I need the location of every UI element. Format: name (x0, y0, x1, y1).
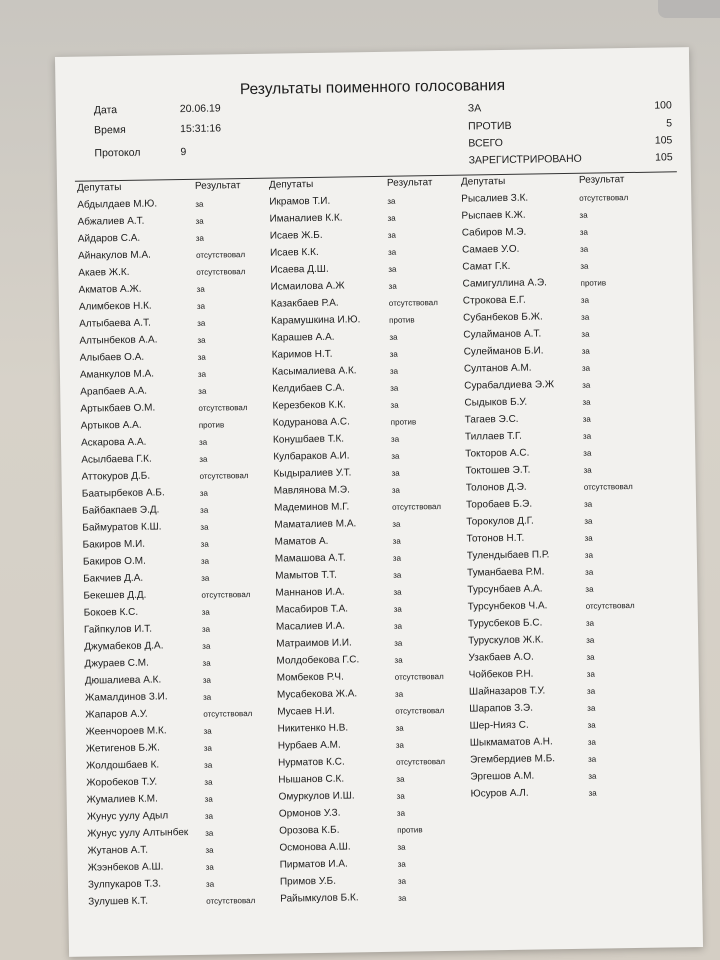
vote-result: за (202, 692, 212, 702)
for-label: ЗА (467, 102, 482, 115)
vote-result: за (200, 505, 209, 515)
vote-result: за (204, 811, 214, 821)
vote-result: за (388, 281, 397, 291)
vote-result: за (585, 567, 594, 577)
vote-result: за (581, 312, 590, 322)
deputy-name: Эгембердиев М.Б. (469, 753, 556, 766)
vote-result: за (390, 434, 400, 444)
vote-result: за (579, 244, 589, 254)
vote-result: за (195, 216, 204, 226)
deputy-name: Абдылдаев М.Ю. (77, 198, 158, 211)
vote-result: отсутствовал (585, 600, 635, 611)
deputy-name: Маматов А. (274, 535, 329, 548)
vote-result: за (393, 604, 402, 614)
vote-result: за (202, 641, 211, 651)
deputy-name: Кыдыралиев У.Т. (273, 467, 352, 480)
date-value: 20.06.19 (179, 102, 221, 116)
vote-result: против (198, 420, 225, 430)
vote-result: за (585, 618, 595, 628)
deputy-name: Нурматов К.С. (278, 756, 345, 769)
deputy-name: Иманалиев К.К. (269, 212, 343, 225)
deputy-name: Баймуратов К.Ш. (82, 521, 162, 534)
results-column-3 (460, 174, 635, 806)
deputy-name: Туманбаева Р.М. (467, 566, 545, 579)
vote-result: за (387, 213, 396, 223)
deputy-name: Акаев Ж.К. (78, 266, 130, 279)
deputy-name: Турусбеков Б.С. (467, 617, 543, 630)
vote-result: отсутствовал (579, 193, 629, 203)
against-label: ПРОТИВ (468, 119, 512, 133)
vote-result: за (391, 468, 400, 478)
deputy-name: Мадеминов М.Г. (273, 501, 350, 514)
vote-result: за (202, 675, 211, 685)
page-title: Результаты поименного голосования (239, 76, 506, 99)
registered-label: ЗАРЕГИСТРИРОВАНО (468, 152, 582, 167)
vote-result: за (205, 879, 215, 889)
vote-result: за (588, 788, 597, 798)
deputy-name: Бакиров О.М. (82, 555, 146, 568)
deputy-name: Сулейманов Б.И. (463, 345, 544, 358)
vote-result: за (393, 621, 403, 631)
vote-result: за (583, 465, 592, 475)
deputy-name: Мамашова А.Т. (274, 552, 346, 565)
vote-result: за (584, 516, 593, 526)
deputy-name: Бакчиев Д.А. (83, 572, 144, 585)
vote-result: за (587, 703, 596, 713)
result-header: Результат (194, 180, 241, 192)
deputy-name: Пирматов И.А. (279, 858, 348, 871)
deputies-header: Депутаты (460, 175, 506, 188)
vote-result: за (586, 635, 595, 645)
deputy-name: Керезбеков К.К. (272, 399, 346, 412)
vote-result: за (582, 414, 591, 424)
vote-result: за (204, 777, 213, 787)
vote-result: за (388, 264, 397, 274)
vote-result: за (203, 743, 213, 753)
registered-value: 105 (654, 151, 673, 164)
deputy-name: Жолдошбаев К. (86, 759, 160, 772)
deputy-name: Мусабекова Ж.А. (276, 688, 358, 701)
deputy-name: Токторов А.С. (465, 447, 530, 460)
deputy-name: Акматов А.Ж. (78, 283, 142, 296)
vote-result: за (584, 533, 593, 543)
deputy-name: Исмаилова А.Ж (270, 280, 345, 293)
vote-result: за (388, 247, 397, 257)
vote-result: за (582, 431, 592, 441)
vote-result: против (397, 825, 423, 835)
vote-result: за (586, 686, 596, 696)
deputy-name: Икрамов Т.И. (269, 195, 331, 208)
vote-result: за (200, 522, 209, 532)
vote-result: за (394, 655, 403, 665)
vote-result: за (392, 536, 401, 546)
deputy-name: Орозова К.Б. (279, 824, 340, 837)
deputy-name: Исаев Ж.Б. (269, 229, 323, 242)
time-value: 15:31:16 (180, 122, 222, 136)
voting-results-sheet (55, 47, 703, 957)
vote-result: отсутствовал (199, 471, 249, 481)
vote-result: за (197, 335, 206, 345)
deputy-name: Шарапов З.Э. (469, 702, 534, 715)
deputy-name: Самаев У.О. (461, 243, 520, 256)
vote-result: отсутствовал (583, 482, 633, 492)
deputy-name: Зулушев К.Т. (88, 895, 149, 908)
vote-result: за (393, 587, 402, 597)
deputy-name: Тиллаев Т.Г. (464, 430, 522, 443)
deputy-name: Нурбаев А.М. (277, 739, 341, 752)
vote-result: за (196, 284, 205, 294)
deputy-name: Жамалдинов З.И. (84, 691, 168, 704)
deputy-name: Артыков А.А. (80, 419, 142, 432)
deputy-name: Айнакулов М.А. (78, 249, 151, 262)
against-value: 5 (666, 117, 673, 130)
deputy-name: Байбакпаев Э.Д. (82, 504, 160, 517)
vote-result: за (202, 658, 211, 668)
vote-result: отсутствовал (206, 895, 256, 906)
vote-result: отсутствовал (392, 502, 442, 512)
deputy-name: Узакбаев А.О. (468, 651, 534, 664)
vote-result: за (195, 199, 204, 209)
deputy-name: Бокоев К.С. (83, 606, 139, 619)
vote-result: за (397, 859, 406, 869)
vote-result: за (197, 369, 207, 379)
deputy-name: Рысалиев З.К. (461, 192, 529, 205)
deputy-name: Маннанов И.А. (275, 586, 345, 599)
vote-result: за (580, 295, 590, 305)
vote-result: отсутствовал (196, 250, 246, 260)
vote-result: отсутствовал (388, 298, 438, 308)
protocol-value: 9 (180, 145, 187, 159)
deputy-name: Матраимов И.И. (276, 637, 352, 650)
deputy-name: Алыбаев О.А. (79, 351, 145, 364)
vote-result: за (586, 652, 595, 662)
deputy-name: Масабиров Т.А. (275, 603, 349, 616)
vote-result: за (198, 437, 208, 447)
desk-object (658, 0, 720, 18)
deputy-name: Чойбеков Р.Н. (468, 668, 534, 681)
deputy-name: Карашев А.А. (271, 331, 335, 344)
vote-result: за (195, 233, 205, 243)
vote-result: за (391, 451, 400, 461)
vote-result: за (205, 828, 214, 838)
deputy-name: Кодуранова А.С. (272, 416, 350, 429)
vote-result: за (390, 400, 399, 410)
vote-result: за (582, 380, 591, 390)
vote-result: за (201, 624, 211, 634)
deputy-name: Казакбаев Р.А. (270, 297, 339, 310)
vote-result: за (583, 448, 592, 458)
vote-result: отсутствовал (395, 706, 445, 716)
vote-result: за (587, 737, 596, 747)
vote-result: за (204, 760, 213, 770)
deputy-name: Омуркулов И.Ш. (278, 790, 355, 803)
deputy-name: Осмонова А.Ш. (279, 841, 351, 854)
vote-result: за (203, 726, 212, 736)
deputy-name: Карамушкина И.Ю. (271, 314, 361, 327)
vote-result: за (201, 607, 210, 617)
deputy-name: Райымкулов Б.К. (280, 892, 359, 905)
vote-result: за (389, 332, 398, 342)
deputy-name: Мавлянова М.Э. (273, 484, 350, 497)
deputy-name: Турускулов Ж.К. (468, 634, 544, 647)
vote-result: против (580, 278, 607, 288)
vote-result: за (397, 842, 406, 852)
vote-result: за (580, 261, 589, 271)
deputy-name: Сурабалдиева Э.Ж (464, 379, 555, 392)
deputy-name: Конушбаев Т.К. (272, 433, 345, 446)
deputy-name: Бекешев Д.Д. (83, 589, 147, 602)
deputy-name: Жунус уулу Адыл (86, 810, 169, 823)
date-label: Дата (93, 104, 118, 117)
deputy-name: Шайназаров Т.У. (468, 685, 546, 698)
total-value: 105 (654, 134, 673, 147)
vote-result: отсутствовал (201, 590, 251, 600)
deputies-header: Депутаты (76, 182, 122, 194)
deputy-name: Жеенчороев М.К. (85, 725, 167, 738)
deputy-name: Алтыбаева А.Т. (79, 317, 151, 330)
vote-result: за (393, 570, 402, 580)
deputy-name: Юсуров А.Л. (470, 787, 529, 800)
deputy-name: Самат Г.К. (462, 260, 511, 273)
deputy-name: Аттокуров Д.Б. (81, 470, 151, 483)
vote-result: за (387, 230, 397, 240)
vote-result: за (581, 329, 590, 339)
deputy-name: Мамытов Т.Т. (275, 569, 337, 582)
results-column-1 (76, 180, 256, 914)
vote-result: за (198, 386, 207, 396)
deputy-name: Турсунбеков Ч.А. (467, 600, 548, 613)
vote-result: за (200, 539, 209, 549)
vote-result: за (387, 196, 396, 206)
vote-result: за (204, 794, 213, 804)
deputy-name: Султанов А.М. (463, 362, 532, 375)
deputy-name: Джураев С.М. (84, 657, 149, 670)
deputy-name: Молдобекова Г.С. (276, 654, 360, 667)
deputy-name: Артыкбаев О.М. (80, 402, 156, 415)
deputy-name: Тулендыбаев П.Р. (466, 549, 550, 562)
deputy-name: Строкова Е.Г. (462, 294, 526, 307)
deputy-name: Мусаев Н.И. (277, 705, 335, 718)
vote-result: за (392, 519, 401, 529)
vote-result: за (389, 366, 399, 376)
vote-result: за (396, 774, 405, 784)
deputy-name: Толонов Д.Э. (465, 481, 527, 494)
vote-result: за (395, 740, 405, 750)
deputy-name: Келдибаев С.А. (272, 382, 345, 395)
deputy-name: Каримов Н.Т. (271, 348, 333, 361)
deputy-name: Ормонов У.З. (278, 807, 341, 820)
vote-result: за (581, 363, 591, 373)
deputy-name: Айдаров С.А. (77, 232, 141, 245)
vote-result: за (583, 499, 593, 509)
deputy-name: Момбеков Р.Ч. (276, 671, 344, 684)
deputy-name: Тагаев Э.С. (464, 413, 519, 426)
deputy-name: Арапбаев А.А. (80, 385, 148, 398)
vote-result: за (584, 550, 594, 560)
deputy-name: Примов У.Б. (279, 875, 337, 888)
deputy-name: Бакиров М.И. (82, 538, 146, 551)
results-column-2 (268, 177, 446, 911)
vote-result: за (392, 553, 402, 563)
vote-result: против (389, 315, 415, 325)
deputy-name: Шер-Нияз С. (469, 719, 529, 732)
vote-result: за (390, 383, 399, 393)
deputy-name: Жунус уулу Алтынбек (87, 827, 189, 840)
vote-result: за (579, 227, 588, 237)
deputy-name: Джумабеков Д.А. (84, 640, 164, 653)
vote-result: отсутствовал (198, 403, 248, 413)
deputy-name: Жетигенов Б.Ж. (85, 742, 160, 755)
vote-result: отсутствовал (203, 709, 253, 719)
vote-result: за (586, 669, 595, 679)
vote-result: отсутствовал (396, 756, 446, 767)
deputy-name: Жээнбеков А.Ш. (87, 861, 164, 874)
deputy-name: Шыкмаматов А.Н. (469, 736, 553, 749)
vote-result: за (396, 791, 405, 801)
vote-result: за (197, 318, 206, 328)
deputy-name: Субанбеков Б.Ж. (463, 311, 543, 324)
deputy-name: Исаева Д.Ш. (270, 263, 329, 276)
time-label: Время (94, 123, 126, 137)
deputy-name: Рыспаев К.Ж. (461, 209, 526, 222)
vote-result: за (587, 754, 597, 764)
deputy-name: Турсунбаев А.А. (467, 583, 543, 596)
deputy-name: Сулайманов А.Т. (463, 328, 542, 341)
vote-result: за (396, 808, 406, 818)
deputy-name: Асылбаева Г.К. (81, 453, 152, 466)
deputy-name: Аскарова А.А. (80, 436, 147, 449)
deputy-name: Аманкулов М.А. (79, 368, 155, 381)
vote-result: за (197, 352, 206, 362)
deputy-name: Дюшалиева А.К. (84, 674, 162, 687)
vote-result: за (587, 720, 596, 730)
vote-result: за (579, 210, 588, 220)
deputy-name: Токтошев Э.Т. (465, 464, 531, 477)
deputy-name: Маматалиев М.А. (274, 518, 357, 531)
deputy-name: Касымалиева А.К. (271, 365, 357, 378)
for-value: 100 (654, 99, 672, 112)
vote-result: за (398, 893, 407, 903)
deputy-name: Гайпкулов И.Т. (83, 623, 153, 636)
deputy-name: Жумалиев К.М. (86, 793, 158, 806)
deputy-name: Жапаров А.У. (85, 708, 148, 721)
vote-result: за (205, 845, 214, 855)
vote-result: за (201, 573, 210, 583)
deputy-name: Нышанов С.К. (278, 773, 345, 786)
vote-result: за (394, 689, 404, 699)
deputy-name: Сыдыков Б.У. (464, 396, 528, 409)
vote-result: за (200, 556, 210, 566)
vote-result: за (585, 584, 594, 594)
deputy-name: Жоробеков Т.У. (86, 776, 158, 789)
deputies-header: Депутаты (268, 178, 314, 191)
deputy-name: Сабиров М.Э. (461, 226, 527, 239)
protocol-label: Протокол (94, 146, 141, 160)
deputy-name: Баатырбеков А.Б. (81, 487, 165, 500)
vote-result: за (581, 346, 590, 356)
deputy-name: Исаев К.К. (269, 246, 319, 259)
vote-result: за (196, 301, 206, 311)
deputy-name: Торобаев Б.Э. (465, 498, 533, 511)
deputy-name: Жутанов А.Т. (87, 844, 149, 857)
vote-result: за (391, 485, 401, 495)
deputy-name: Самигуллина А.Э. (462, 277, 547, 290)
deputy-name: Никитенко Н.В. (277, 722, 349, 735)
deputy-name: Абжалиев А.Т. (77, 215, 145, 228)
vote-result: против (390, 417, 417, 427)
deputy-name: Алимбеков Н.К. (78, 300, 152, 313)
vote-result: за (395, 723, 404, 733)
deputy-name: Зулпукаров Т.З. (87, 878, 162, 891)
result-header: Результат (386, 177, 433, 189)
deputy-name: Торокулов Д.Г. (466, 515, 534, 528)
deputy-name: Масалиев И.А. (275, 620, 346, 633)
vote-result: за (394, 638, 403, 648)
vote-result: отсутствовал (196, 267, 246, 277)
deputy-name: Эргешов А.М. (470, 770, 535, 783)
vote-result: за (582, 397, 591, 407)
vote-result: за (588, 771, 597, 781)
total-label: ВСЕГО (468, 137, 503, 150)
deputy-name: Тотонов Н.Т. (466, 532, 525, 545)
deputy-name: Алтынбеков А.А. (79, 334, 158, 347)
vote-result: за (199, 488, 209, 498)
vote-result: отсутствовал (394, 672, 444, 682)
vote-result: за (205, 862, 214, 872)
result-header: Результат (578, 174, 625, 186)
vote-result: за (199, 454, 208, 464)
vote-result: за (397, 876, 407, 886)
deputy-name: Кулбараков А.И. (273, 450, 350, 463)
vote-result: за (389, 349, 398, 359)
